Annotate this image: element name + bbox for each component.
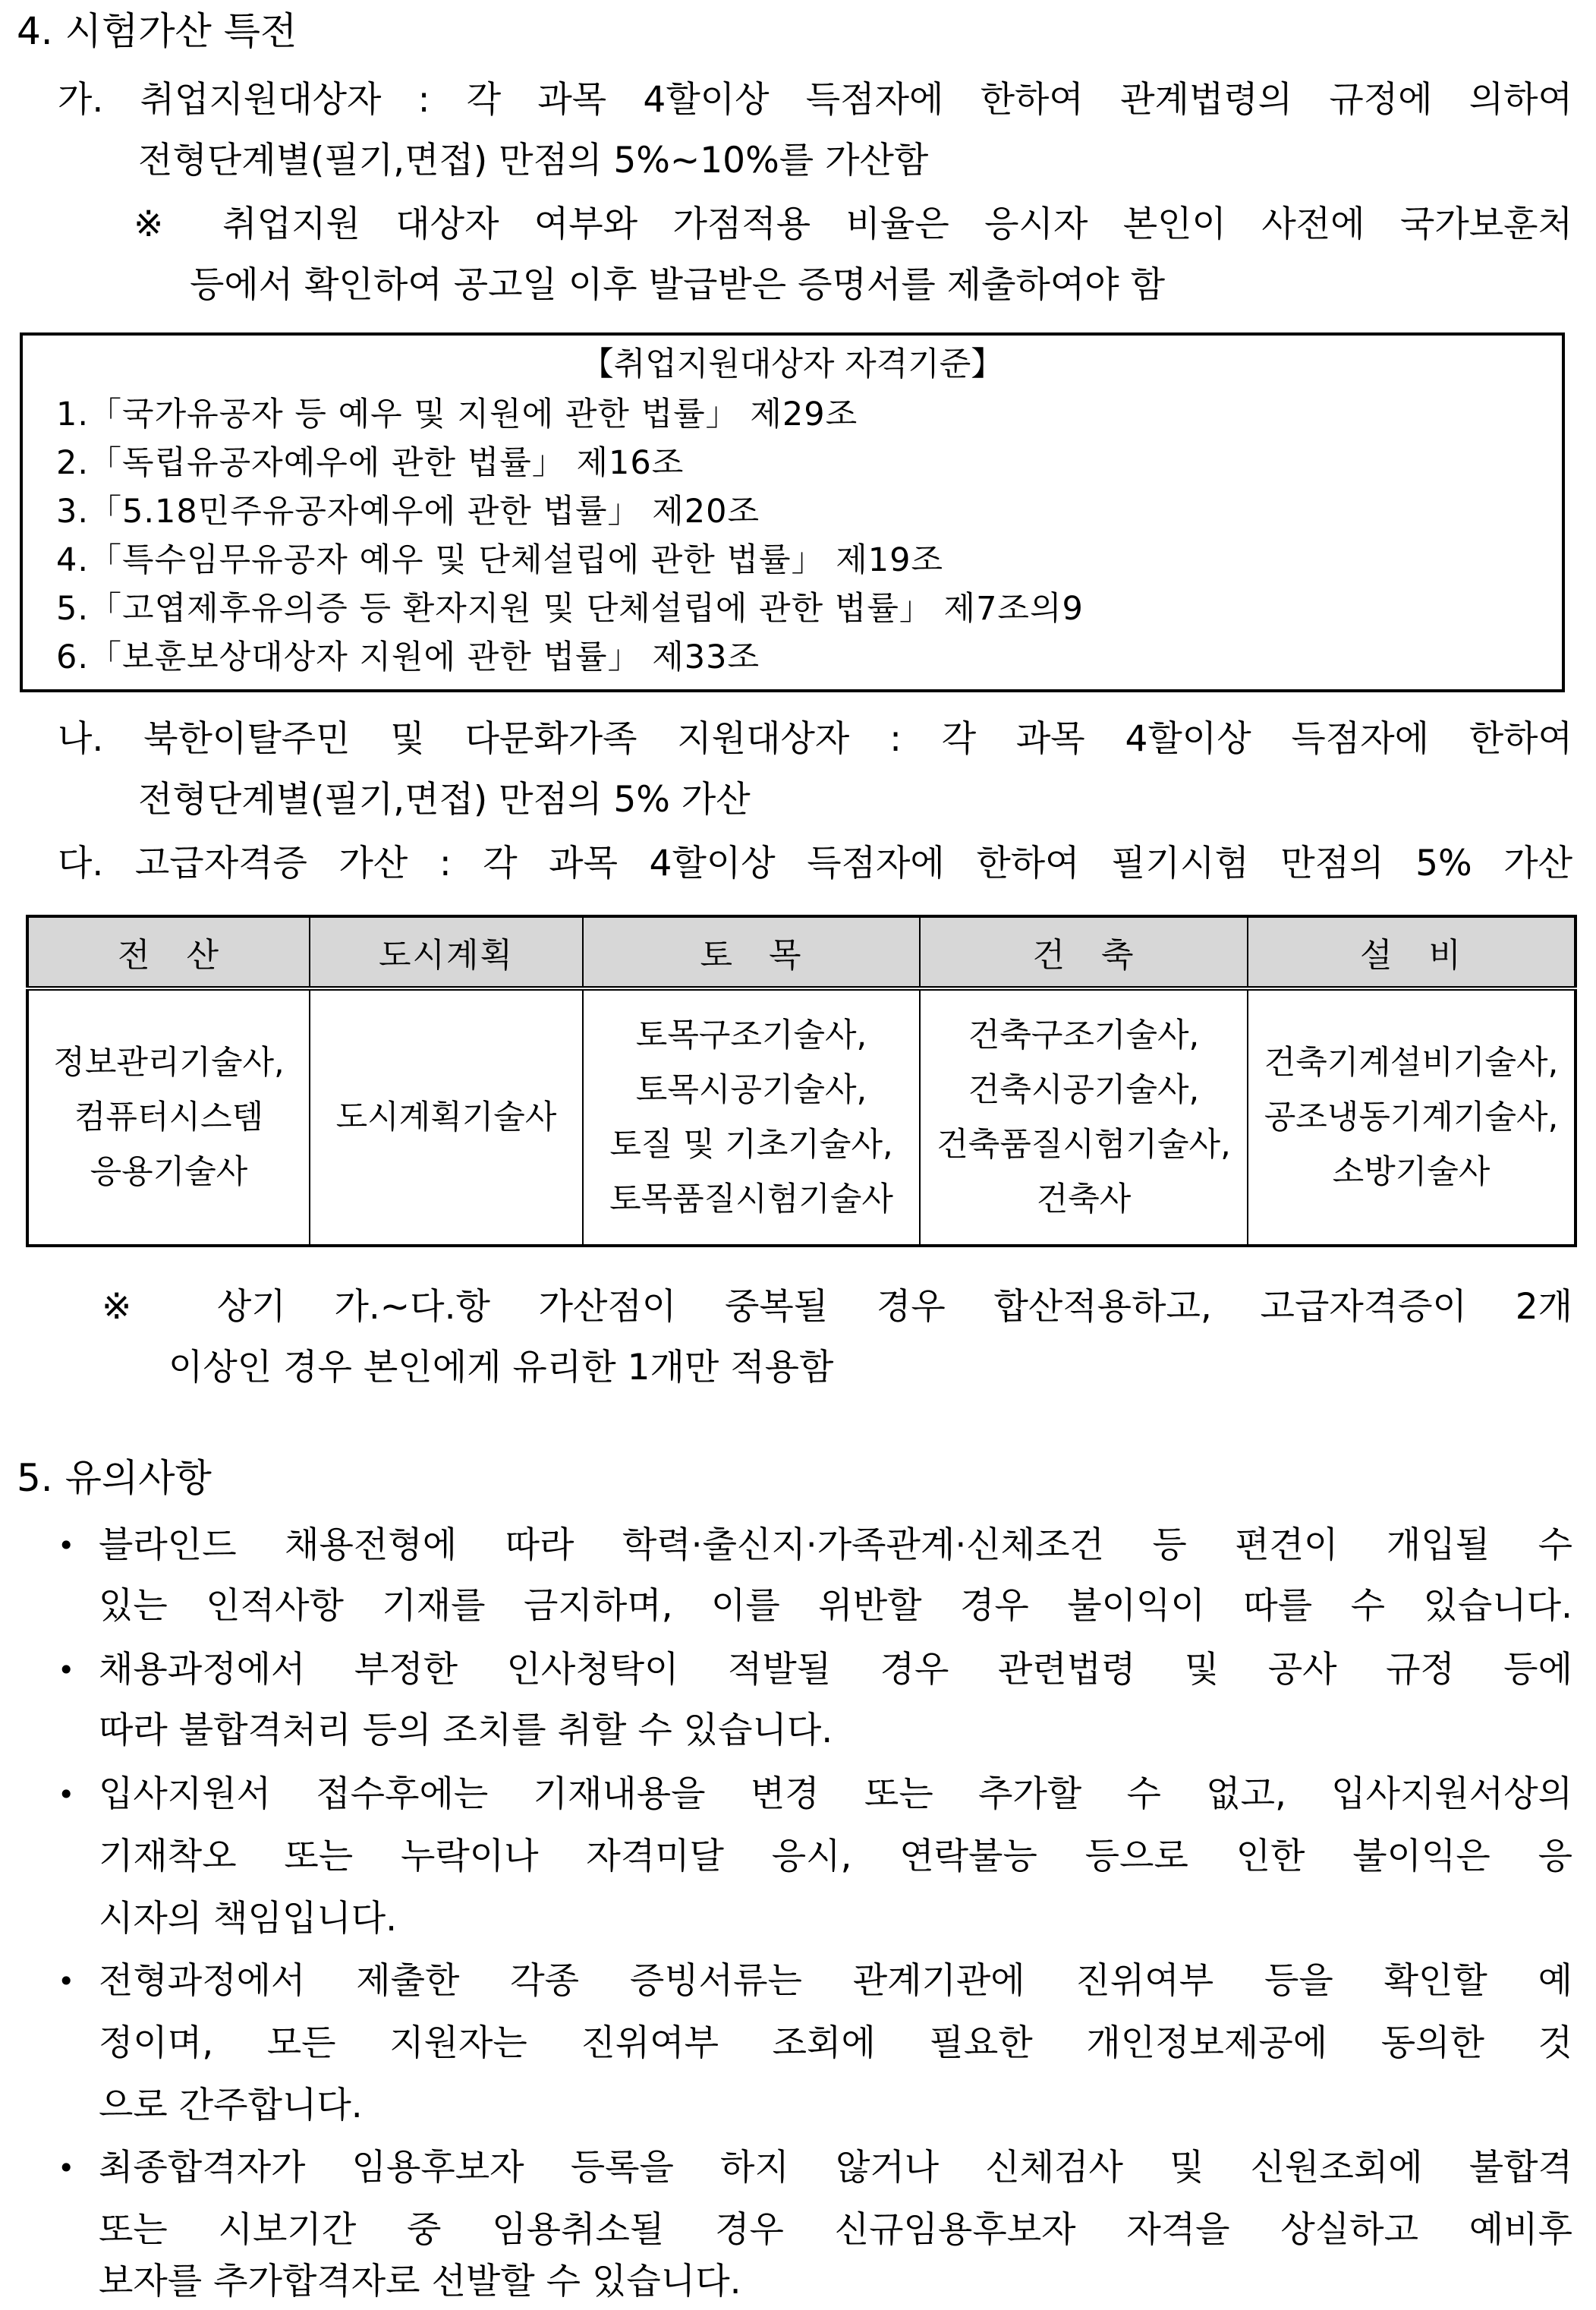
cert-name: 건축품질시험기술사,: [937, 1126, 1231, 1164]
header-urban-planning: 도시계획: [310, 916, 583, 988]
cert-name: 토질 및 기초기술사,: [609, 1126, 893, 1164]
cert-name: 건축사: [1036, 1180, 1132, 1218]
note-after-line-1: ※ 상기 가.~다.항 가산점이 중복될 경우 합산적용하고, 고급자격증이 2개: [102, 1286, 1572, 1328]
notice-2-line-1: 채용과정에서 부정한 인사청탁이 적발될 경우 관련법령 및 공사 규정 등에: [99, 1649, 1572, 1691]
cert-name: 토목구조기술사,: [635, 1016, 867, 1054]
notice-2-line-2: 따라 불합격처리 등의 조치를 취할 수 있습니다.: [99, 1710, 833, 1751]
criteria-item: 5.「고엽제후유의증 등 환자지원 및 단체설립에 관한 법률」 제7조의9: [56, 590, 1084, 628]
criteria-item: 4.「특수임무유공자 예우 및 단체설립에 관한 법률」 제19조: [56, 541, 944, 579]
header-architecture: 건 축: [920, 916, 1248, 988]
bullet-symbol: •: [58, 2151, 75, 2185]
cert-name: 도시계획기술사: [335, 1098, 557, 1136]
cert-name: 건축기계설비기술사,: [1264, 1044, 1559, 1082]
da-line-1: 다. 고급자격증 가산 : 각 과목 4할이상 득점자에 한하여 필기시험 만점의 5% 가산: [58, 843, 1572, 884]
cell-civil: [583, 988, 920, 1246]
cert-name: 정보관리기술사,: [53, 1044, 285, 1082]
notice-4-line-3: 으로 간주합니다.: [99, 2085, 363, 2126]
na-line-2: 전형단계별(필기,면접) 만점의 5% 가산: [138, 779, 751, 821]
cert-name: 소방기술사: [1332, 1153, 1491, 1191]
criteria-item: 2.「독립유공자예우에 관한 법률」 제16조: [56, 444, 685, 482]
table-row: [27, 988, 1576, 1246]
criteria-item: 6.「보훈보상대상자 지원에 관한 법률」 제33조: [56, 638, 760, 676]
ga-note-line-2: 등에서 확인하여 공고일 이후 발급받은 증명서를 제출하여야 함: [190, 264, 1166, 306]
criteria-box-title: 【취업지원대상자 자격기준】: [581, 345, 1004, 383]
criteria-item: 1.「국가유공자 등 예우 및 지원에 관한 법률」 제29조: [56, 396, 858, 433]
cert-name: 토목시공기술사,: [635, 1071, 867, 1109]
notice-3-line-1: 입사지원서 접수후에는 기재내용을 변경 또는 추가할 수 없고, 입사지원서상의: [99, 1773, 1572, 1815]
cert-name: 건축시공기술사,: [968, 1071, 1200, 1109]
header-facilities: 설 비: [1248, 916, 1576, 988]
section-5-heading: 5. 유의사항: [17, 1456, 212, 1500]
bullet-symbol: •: [58, 1778, 75, 1811]
notice-3-line-3: 시자의 책임입니다.: [99, 1898, 398, 1940]
ga-note-line-1: ※ 취업지원 대상자 여부와 가점적용 비율은 응시자 본인이 사전에 국가보훈처: [134, 203, 1572, 245]
ga-line-2: 전형단계별(필기,면접) 만점의 5%~10%를 가산함: [138, 140, 929, 181]
header-computing: 전 산: [27, 916, 310, 988]
cert-name: 공조냉동기계기술사,: [1264, 1098, 1559, 1136]
section-4-heading: 4. 시험가산 특전: [17, 9, 297, 53]
notice-1-line-1: 블라인드 채용전형에 따라 학력·출신지·가족관계·신체조건 등 편견이 개입될 수: [99, 1524, 1572, 1566]
note-after-line-2: 이상인 경우 본인에게 유리한 1개만 적용함: [168, 1347, 834, 1388]
cert-name: 토목품질시험기술사: [609, 1180, 893, 1218]
criteria-item: 3.「5.18민주유공자예우에 관한 법률」 제20조: [56, 493, 760, 531]
cert-name: 건축구조기술사,: [968, 1016, 1200, 1054]
na-line-1: 나. 북한이탈주민 및 다문화가족 지원대상자 : 각 과목 4할이상 득점자에 한하여: [58, 718, 1572, 760]
notice-5-line-1: 최종합격자가 임용후보자 등록을 하지 않거나 신체검사 및 신원조회에 불합격: [99, 2147, 1572, 2189]
notice-5-line-3: 보자를 추가합격자로 선발할 수 있습니다.: [99, 2261, 741, 2302]
cell-computing: [27, 988, 310, 1246]
header-civil: 토 목: [583, 916, 920, 988]
bullet-symbol: •: [58, 1529, 75, 1562]
criteria-box: [20, 332, 1565, 692]
cell-facilities: [1248, 988, 1576, 1246]
cell-urban-planning: [310, 988, 583, 1246]
bullet-symbol: •: [58, 1653, 75, 1687]
cell-architecture: [920, 988, 1248, 1246]
certificate-table: [26, 915, 1577, 1247]
notice-4-line-1: 전형과정에서 제출한 각종 증빙서류는 관계기관에 진위여부 등을 확인할 예: [99, 1960, 1572, 2002]
ga-line-1: 가. 취업지원대상자 : 각 과목 4할이상 득점자에 한하여 관계법령의 규정에 의하여: [58, 79, 1572, 121]
notice-1-line-2: 있는 인적사항 기재를 금지하며, 이를 위반할 경우 불이익이 따를 수 있습니다.: [99, 1585, 1572, 1627]
notice-3-line-2: 기재착오 또는 누락이나 자격미달 응시, 연락불능 등으로 인한 불이익은 응: [99, 1836, 1572, 1877]
table-header-row: [27, 916, 1576, 988]
bullet-symbol: •: [58, 1965, 75, 1998]
notice-4-line-2: 정이며, 모든 지원자는 진위여부 조회에 필요한 개인정보제공에 동의한 것: [99, 2022, 1572, 2064]
cert-name: 컴퓨터시스템: [74, 1098, 264, 1136]
cert-name: 응용기술사: [90, 1153, 248, 1191]
notice-5-line-2: 또는 시보기간 중 임용취소될 경우 신규임용후보자 자격을 상실하고 예비후: [99, 2209, 1572, 2251]
